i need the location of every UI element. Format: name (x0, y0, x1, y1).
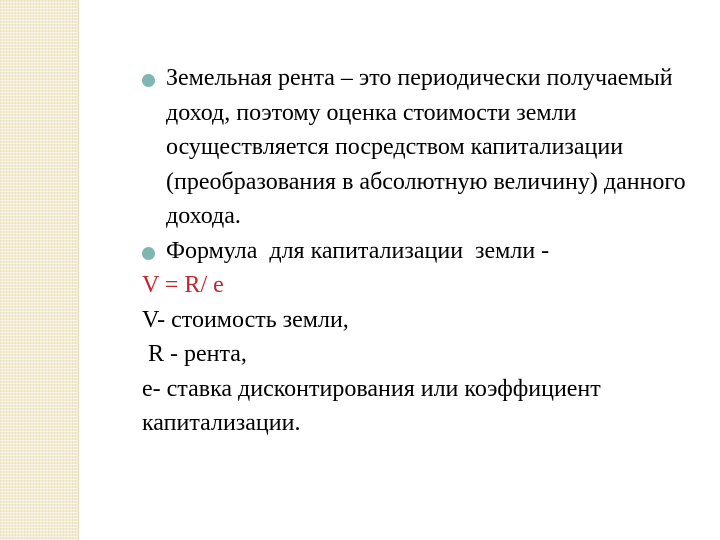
bullet-dot-icon (142, 247, 155, 260)
bullet-item-formula (142, 234, 712, 269)
decorative-side-strip (0, 0, 79, 540)
definition-v: V- стоимость земли, (142, 306, 349, 333)
bullet-dot-icon (142, 74, 155, 87)
formula-text: V = R/ e (142, 272, 224, 298)
bullet-text-land-rent: Земельная рента – это периодически получаемый доход, поэтому оценка стоимости земли осуществляется посредством капитализации (преобразования в абсолютную величину) данного дохода. (166, 65, 686, 229)
bullet-item-land-rent (142, 61, 712, 234)
definition-r: R - рента, (142, 341, 247, 367)
definition-e: e- ставка дисконтирования или коэффициент капитализации. (142, 375, 601, 436)
slide-content (142, 61, 712, 441)
bullet-text-formula: Формула для капитализации земли - (166, 237, 550, 264)
